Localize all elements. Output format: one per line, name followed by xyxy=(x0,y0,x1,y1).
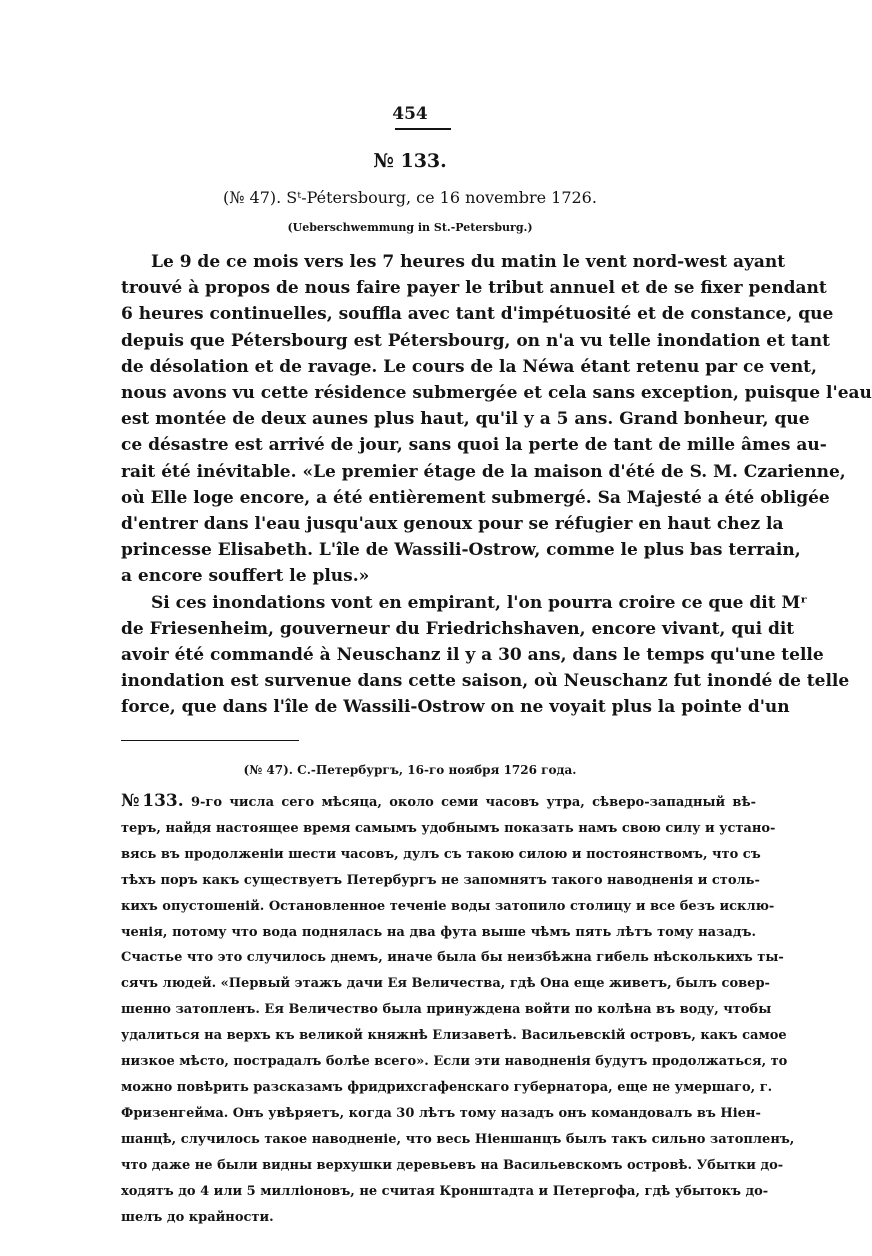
text-line: шанцѣ, случилось такое наводненіе, что весь Ніеншанцъ былъ такъ сильно затопленъ, xyxy=(121,1131,795,1147)
document-number: № 133. xyxy=(373,150,447,172)
text-line: princesse Elisabeth. L'île de Wassili-Ostrow, comme le plus bas terrain, xyxy=(121,540,801,561)
text-line: теръ, найдя настоящее время самымъ удобнымъ показать намъ свою силу и устано- xyxy=(121,820,776,836)
text-line xyxy=(121,789,756,816)
text-line: nous avons vu cette résidence submergée et cela sans exception, puisque l'eau xyxy=(121,383,872,404)
text-line: de Friesenheim, gouverneur du Friedrichshaven, encore vivant, qui dit xyxy=(121,618,795,639)
text-line: шенно затопленъ. Ея Величество была принуждена войти по колѣна въ воду, чтобы xyxy=(121,1002,772,1018)
text-line: est montée de deux aunes plus haut, qu'il y a 5 ans. Grand bonheur, que xyxy=(121,409,810,430)
text-line: où Elle loge encore, a été entièrement submergé. Sa Majesté a été obligée xyxy=(121,487,830,508)
text-line-content: 9-го числа сего мѣсяца, около семи часовъ утра, сѣверо-западный вѣ- xyxy=(183,795,757,810)
text-line: что даже не были видны верхушки деревьевъ на Васильевскомъ островѣ. Убытки до- xyxy=(121,1157,784,1173)
text-line: trouvé à propos de nous faire payer le tribut annuel et de se fixer pendant xyxy=(121,278,827,299)
text-line: шелъ до крайности. xyxy=(121,1209,274,1225)
russian-heading: (№ 47). С.-Петербургъ, 16-го ноября 1726 года. xyxy=(243,763,577,777)
document-heading: (№ 47). Sᵗ-Pétersbourg, ce 16 novembre 1726. xyxy=(223,188,597,207)
text-line: удалиться на верхъ къ великой княжнѣ Елизаветѣ. Васильевскій островъ, какъ самое xyxy=(121,1028,787,1044)
document-subtitle: (Ueberschwemmung in St.-Petersburg.) xyxy=(287,221,533,234)
text-line: Фризенгейма. Онъ увѣряетъ, когда 30 лѣтъ тому назадъ онъ командовалъ въ Ніен- xyxy=(121,1105,761,1121)
text-line: тѣхъ поръ какъ существуетъ Петербургъ не запомнятъ такого наводненія и столь- xyxy=(121,872,760,888)
text-line: ходятъ до 4 или 5 милліоновъ, не считая Кронштадта и Петергофа, гдѣ убытокъ до- xyxy=(121,1183,769,1199)
text-line: rait été inévitable. «Le premier étage de la maison d'été de S. M. Czarienne, xyxy=(121,461,846,482)
text-line: вясь въ продолженіи шести часовъ, дулъ съ такою силою и постоянствомъ, что съ xyxy=(121,846,761,862)
text-line: a encore souffert le plus.» xyxy=(121,566,370,587)
text-line: Le 9 de ce mois vers les 7 heures du matin le vent nord-west ayant xyxy=(151,252,786,272)
french-paragraph-2 xyxy=(121,590,850,721)
russian-translation xyxy=(121,789,795,1230)
russian-doc-ref: №133. xyxy=(121,791,184,811)
text-line: de désolation et de ravage. Le cours de la Néwa étant retenu par ce vent, xyxy=(121,356,817,377)
text-line: ce désastre est arrivé de jour, sans quoi la perte de tant de mille âmes au- xyxy=(121,435,827,456)
text-line: d'entrer dans l'eau jusqu'aux genoux pour se réfugier en haut chez la xyxy=(121,514,784,535)
text-line: inondation est survenue dans cette saison, où Neuschanz fut inondé de telle xyxy=(121,671,850,692)
text-line: Si ces inondations vont en empirant, l'on pourra croire ce que dit Mʳ xyxy=(151,592,808,613)
text-line: можно повѣрить разсказамъ фридрихсгафенскаго губернатора, еще не умершаго, г. xyxy=(121,1079,773,1095)
page-number-underline xyxy=(395,128,451,130)
french-text xyxy=(121,249,872,721)
text-line: низкое мѣсто, пострадалъ болѣе всего». Если эти наводненія будутъ продолжаться, то xyxy=(121,1054,788,1070)
page-number: 454 xyxy=(392,104,428,124)
text-line: Счастье что это случилось днемъ, иначе была бы неизбѣжна гибель нѣсколькихъ ты- xyxy=(121,950,784,966)
footnote-divider xyxy=(121,740,299,741)
text-line: avoir été commandé à Neuschanz il y a 30 ans, dans le temps qu'une telle xyxy=(121,645,824,666)
text-line: ченія, потому что вода поднялась на два фута выше чѣмъ пять лѣтъ тому назадъ. xyxy=(121,924,756,940)
text-line: 6 heures continuelles, souffla avec tant d'impétuosité et de constance, que xyxy=(121,304,834,325)
text-line: кихъ опустошеній. Остановленное теченіе воды затопило столицу и все безъ исклю- xyxy=(121,898,775,914)
text-line: сячъ людей. «Первый этажъ дачи Ея Величества, гдѣ Она еще живетъ, былъ совер- xyxy=(121,976,770,992)
text-line: force, que dans l'île de Wassili-Ostrow on ne voyait plus la pointe d'un xyxy=(121,697,790,718)
text-line: depuis que Pétersbourg est Pétersbourg, on n'a vu telle inondation et tant xyxy=(121,330,830,351)
french-paragraph-1 xyxy=(121,249,872,590)
